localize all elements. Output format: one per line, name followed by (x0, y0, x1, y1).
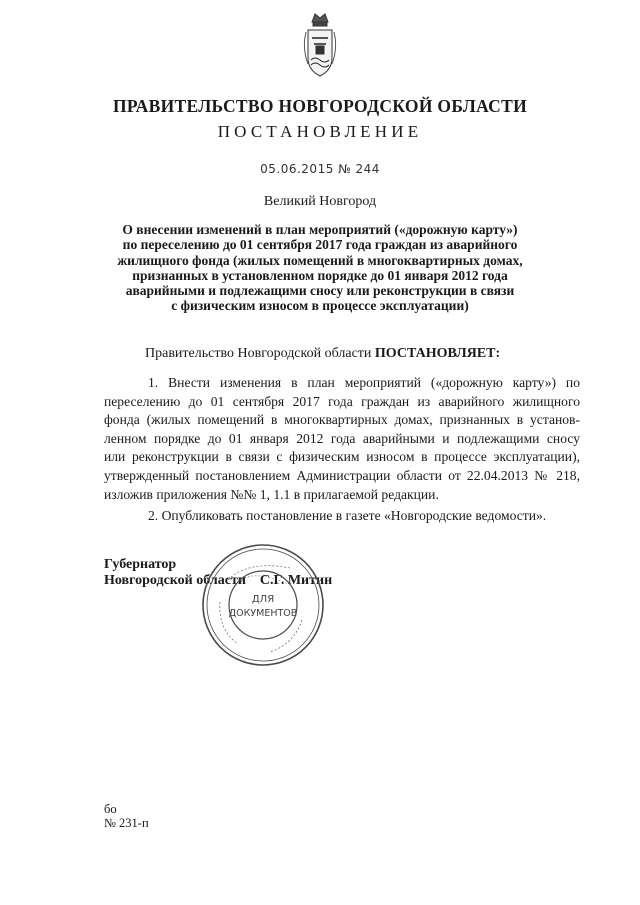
preamble-decree-word: ПОСТАНОВЛЯЕТ: (374, 346, 501, 361)
signatory-region: Новгородской области (104, 572, 246, 588)
subject-line: жилищного фонда (жилых помещений в многоквартирных домах, (117, 252, 523, 268)
preamble-text: Правительство Новгородской области (145, 346, 375, 361)
document-type: ПОСТАНОВЛЕНИЕ (217, 122, 423, 141)
signatory-name: С.Г. Митин (259, 572, 333, 588)
document-subject (100, 222, 540, 314)
preamble (145, 346, 500, 362)
subject-line: аварийными и подлежащими сносу или реконструкции в связи (125, 283, 515, 299)
coat-of-arms-icon (300, 8, 340, 88)
footer-registration (104, 803, 149, 830)
executor-initials: бо (104, 802, 117, 816)
stamp-center-top: ДЛЯ (251, 594, 275, 605)
government-title: ПРАВИТЕЛЬСТВО НОВГОРОДСКОЙ ОБЛАСТИ (113, 96, 527, 116)
document-city: Великий Новгород (263, 194, 377, 209)
item1-line: фонда (жилых помещений в многоквартирных домах, признанных в установ- (104, 412, 580, 428)
decree-item-1 (104, 374, 580, 504)
item1-line: ленном порядке до 01 января 2012 года аварийными и подлежащими сносу (104, 430, 580, 446)
subject-line: по переселению до 01 сентября 2017 года граждан из аварийного (122, 237, 518, 253)
item1-line: 1. Внести изменения в план мероприятий («дорожную карту») по (148, 375, 580, 390)
document-date-number: 05.06.2015 № 244 (260, 162, 380, 176)
subject-line: признанных в установленном порядке до 01 января 2012 года (132, 267, 508, 283)
subject-line: с физическим износом в процессе эксплуатации) (171, 298, 469, 314)
item1-line: изложив приложения №№ 1, 1.1 в прилагаемой редакции. (104, 486, 439, 502)
official-stamp (198, 540, 328, 670)
decree-item-2: 2. Опубликовать постановление в газете «Новгородские ведомости». (148, 508, 547, 523)
item1-line: утвержденный постановлением Администрации области от 22.04.2013 № 218, (104, 467, 580, 483)
item1-line: или реконструкции в связи с физическим износом в процессе эксплуатации), (104, 449, 580, 465)
signatory-position: Губернатор (104, 557, 177, 572)
registration-number: № 231-п (104, 815, 149, 830)
stamp-center-bottom: ДОКУМЕНТОВ (228, 608, 298, 619)
item1-line: переселению до 01 сентября 2017 года граждан из аварийного жилищного (104, 393, 580, 409)
subject-line: О внесении изменений в план мероприятий («дорожную карту») (122, 222, 518, 237)
